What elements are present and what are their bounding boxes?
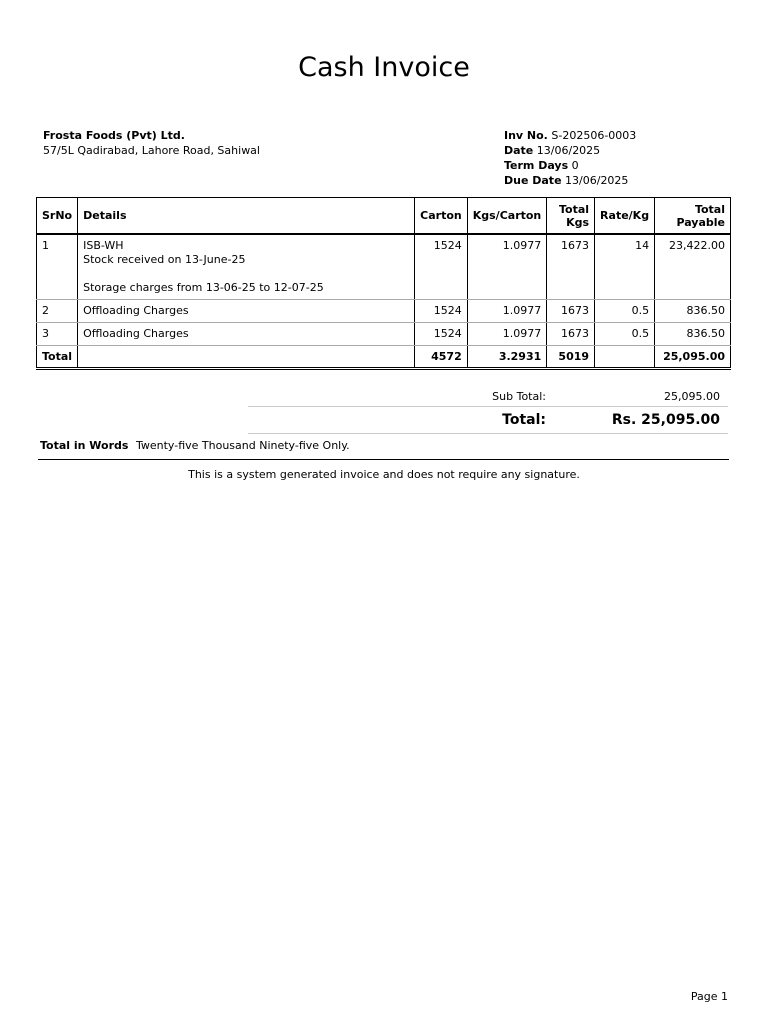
total-total-kgs: 5019 [547,346,595,369]
row-rate: 14 [595,234,655,300]
total-payable: 25,095.00 [655,346,731,369]
invoice-meta [504,128,636,188]
row-carton: 1524 [415,234,468,300]
row-kgs-carton: 1.0977 [467,234,547,300]
row-rate: 0.5 [595,323,655,346]
row-carton: 1524 [415,323,468,346]
grand-total-row [248,408,728,434]
table-header-row [37,198,731,235]
grand-total-label: Total: [502,412,546,428]
col-srno: SrNo [37,198,78,235]
page-number: Page 1 [690,990,728,1003]
invoice-date [504,143,636,158]
subtotal-row [248,386,728,407]
total-details-empty [78,346,415,369]
row-srno: 2 [37,300,78,323]
col-carton: Carton [415,198,468,235]
row-rate: 0.5 [595,300,655,323]
grand-total-value: Rs. 25,095.00 [611,412,720,428]
term-days-label: Term Days [504,159,569,172]
col-total-kgs: Total Kgs [547,198,595,235]
row-srno: 3 [37,323,78,346]
row-payable: 836.50 [655,300,731,323]
row-total-kgs: 1673 [547,234,595,300]
subtotal-value: 25,095.00 [664,390,720,403]
invoice-number [504,128,636,143]
table-row [37,300,731,323]
row-kgs-carton: 1.0977 [467,300,547,323]
invoice-title: Cash Invoice [298,52,470,83]
row-total-kgs: 1673 [547,300,595,323]
row-kgs-carton: 1.0977 [467,323,547,346]
row-details: Offloading Charges [78,300,415,323]
total-rate-empty [595,346,655,369]
row-details-line: ISB-WH [83,239,124,252]
invoice-number-label: Inv No. [504,129,548,142]
row-details-line: Storage charges from 13-06-25 to 12-07-25 [83,281,324,294]
col-rate: Rate/Kg [595,198,655,235]
table-row [37,234,731,300]
row-payable: 23,422.00 [655,234,731,300]
company-block [43,128,260,158]
row-payable: 836.50 [655,323,731,346]
invoice-date-label: Date [504,144,534,157]
col-details: Details [78,198,415,235]
table-total-row [37,346,731,369]
company-address: 57/5L Qadirabad, Lahore Road, Sahiwal [43,144,260,157]
total-carton: 4572 [415,346,468,369]
due-date-label: Due Date [504,174,562,187]
due-date [504,173,636,188]
table-row [37,323,731,346]
col-total-payable: Total Payable [655,198,731,235]
row-details [78,234,415,300]
row-details-line: Stock received on 13-June-25 [83,253,246,266]
total-in-words-label: Total in Words [40,439,129,452]
invoice-date-value: 13/06/2025 [536,144,601,157]
total-label: Total [37,346,78,369]
term-days-value: 0 [571,159,579,172]
row-details: Offloading Charges [78,323,415,346]
items-table [36,197,731,370]
company-name: Frosta Foods (Pvt) Ltd. [43,129,185,142]
row-srno: 1 [37,234,78,300]
row-total-kgs: 1673 [547,323,595,346]
total-in-words-value: Twenty-five Thousand Ninety-five Only. [135,439,350,452]
term-days [504,158,636,173]
invoice-number-value: S-202506-0003 [551,129,637,142]
subtotal-label: Sub Total: [492,390,546,403]
footer-divider [38,459,729,460]
row-carton: 1524 [415,300,468,323]
total-in-words [40,439,350,452]
total-kgs-carton: 3.2931 [467,346,547,369]
due-date-value: 13/06/2025 [565,174,629,187]
col-kgs-carton: Kgs/Carton [467,198,547,235]
system-generated-note: This is a system generated invoice and does not require any signature. [188,468,580,481]
